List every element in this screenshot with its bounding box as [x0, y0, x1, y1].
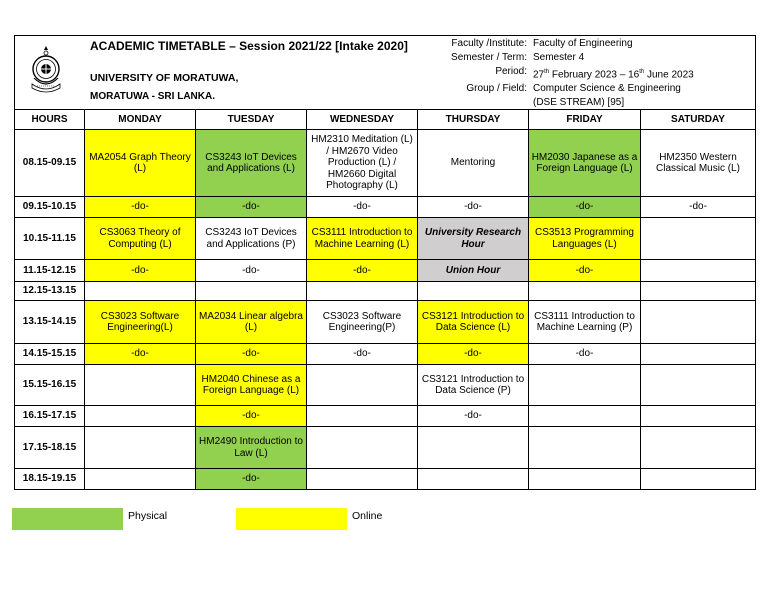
- session-cell-monday: -do-: [85, 260, 196, 282]
- session-cell-friday: [529, 282, 641, 301]
- session-cell-friday: HM2030 Japanese as a Foreign Language (L): [529, 130, 641, 197]
- session-cell-saturday: [641, 218, 756, 260]
- faculty-label: Faculty /Institute:: [451, 38, 527, 49]
- session-cell-thursday: [418, 469, 529, 490]
- session-cell-wednesday: CS3023 Software Engineering(P): [307, 301, 418, 344]
- semester-label: Semester / Term:: [451, 52, 527, 63]
- period-label: Period:: [495, 66, 527, 77]
- hour-slot: 16.15-17.15: [15, 406, 85, 427]
- session-cell-saturday: [641, 365, 756, 406]
- timetable-sheet: [14, 35, 755, 490]
- session-cell-wednesday: HM2310 Meditation (L) / HM2670 Video Production (L) / HM2660 Digital Photography (L): [307, 130, 418, 197]
- table-row: [15, 344, 756, 365]
- session-cell-friday: -do-: [529, 197, 641, 218]
- session-cell-tuesday: CS3243 IoT Devices and Applications (P): [196, 218, 307, 260]
- day-header-thursday: THURSDAY: [418, 110, 529, 130]
- timetable-title: ACADEMIC TIMETABLE – Session 2021/22 [Intake 2020]: [90, 39, 408, 53]
- university-location: MORATUWA - SRI LANKA.: [90, 91, 215, 102]
- hour-slot: 10.15-11.15: [15, 218, 85, 260]
- session-cell-saturday: HM2350 Western Classical Music (L): [641, 130, 756, 197]
- session-cell-friday: CS3111 Introduction to Machine Learning (P): [529, 301, 641, 344]
- session-cell-wednesday: -do-: [307, 344, 418, 365]
- session-cell-tuesday: CS3243 IoT Devices and Applications (L): [196, 130, 307, 197]
- hour-slot: 14.15-15.15: [15, 344, 85, 365]
- table-row: [15, 301, 756, 344]
- session-cell-tuesday: MA2034 Linear algebra (L): [196, 301, 307, 344]
- day-header-saturday: SATURDAY: [641, 110, 756, 130]
- session-cell-tuesday: [196, 282, 307, 301]
- session-cell-thursday: CS3121 Introduction to Data Science (L): [418, 301, 529, 344]
- hour-slot: 15.15-16.15: [15, 365, 85, 406]
- session-cell-tuesday: -do-: [196, 197, 307, 218]
- group-label: Group / Field:: [466, 83, 527, 95]
- session-cell-saturday: [641, 282, 756, 301]
- session-cell-monday: -do-: [85, 344, 196, 365]
- session-cell-wednesday: [307, 282, 418, 301]
- semester-value: Semester 4: [533, 52, 585, 63]
- session-cell-tuesday: -do-: [196, 469, 307, 490]
- session-cell-friday: -do-: [529, 344, 641, 365]
- session-cell-thursday: -do-: [418, 406, 529, 427]
- period-value: 27th February 2023 – 16th June 2023: [533, 69, 694, 81]
- session-cell-saturday: [641, 260, 756, 282]
- session-cell-thursday: CS3121 Introduction to Data Science (P): [418, 365, 529, 406]
- hour-slot: 12.15-13.15: [15, 282, 85, 301]
- session-cell-wednesday: -do-: [307, 260, 418, 282]
- session-cell-friday: [529, 365, 641, 406]
- table-row: [15, 469, 756, 490]
- session-cell-saturday: [641, 344, 756, 365]
- session-cell-thursday: Union Hour: [418, 260, 529, 282]
- group-value: Computer Science & Engineering: [533, 83, 681, 95]
- session-cell-friday: -do-: [529, 260, 641, 282]
- group-stream: (DSE STREAM) [95]: [533, 97, 625, 109]
- session-cell-friday: [529, 469, 641, 490]
- session-cell-monday: CS3023 Software Engineering(L): [85, 301, 196, 344]
- day-header-row: [15, 110, 756, 130]
- session-cell-wednesday: CS3111 Introduction to Machine Learning (L): [307, 218, 418, 260]
- session-cell-wednesday: [307, 427, 418, 469]
- hour-slot: 11.15-12.15: [15, 260, 85, 282]
- session-cell-thursday: [418, 282, 529, 301]
- day-header-wednesday: WEDNESDAY: [307, 110, 418, 130]
- session-cell-tuesday: -do-: [196, 260, 307, 282]
- day-header-friday: FRIDAY: [529, 110, 641, 130]
- hour-slot: 08.15-09.15: [15, 130, 85, 197]
- session-cell-saturday: -do-: [641, 197, 756, 218]
- hour-slot: 09.15-10.15: [15, 197, 85, 218]
- session-cell-monday: -do-: [85, 197, 196, 218]
- session-cell-monday: [85, 365, 196, 406]
- session-cell-saturday: [641, 427, 756, 469]
- legend-physical-label: Physical: [128, 510, 168, 522]
- hour-slot: 17.15-18.15: [15, 427, 85, 469]
- session-cell-wednesday: -do-: [307, 197, 418, 218]
- hours-header: HOURS: [15, 110, 85, 130]
- session-cell-thursday: University Research Hour: [418, 218, 529, 260]
- session-cell-monday: [85, 469, 196, 490]
- session-cell-saturday: [641, 469, 756, 490]
- table-row: [15, 197, 756, 218]
- session-cell-thursday: [418, 427, 529, 469]
- table-row: [15, 427, 756, 469]
- table-row: [15, 406, 756, 427]
- session-cell-friday: CS3513 Programming Languages (L): [529, 218, 641, 260]
- table-row: [15, 365, 756, 406]
- session-cell-saturday: [641, 406, 756, 427]
- session-cell-wednesday: [307, 469, 418, 490]
- session-cell-tuesday: -do-: [196, 406, 307, 427]
- session-cell-tuesday: HM2490 Introduction to Law (L): [196, 427, 307, 469]
- session-cell-thursday: Mentoring: [418, 130, 529, 197]
- session-cell-friday: [529, 427, 641, 469]
- session-cell-friday: [529, 406, 641, 427]
- table-row: [15, 260, 756, 282]
- session-cell-monday: [85, 427, 196, 469]
- day-header-monday: MONDAY: [85, 110, 196, 130]
- session-cell-tuesday: -do-: [196, 344, 307, 365]
- session-cell-tuesday: HM2040 Chinese as a Foreign Language (L): [196, 365, 307, 406]
- session-cell-monday: [85, 282, 196, 301]
- table-row: [15, 218, 756, 260]
- session-cell-monday: CS3063 Theory of Computing (L): [85, 218, 196, 260]
- session-cell-thursday: -do-: [418, 197, 529, 218]
- university-crest-icon: [29, 44, 63, 96]
- legend-physical-swatch: [12, 508, 123, 530]
- timetable-meta: [395, 37, 694, 110]
- timetable: [14, 35, 756, 490]
- session-cell-thursday: -do-: [418, 344, 529, 365]
- table-row: [15, 130, 756, 197]
- faculty-value: Faculty of Engineering: [533, 38, 633, 49]
- day-header-tuesday: TUESDAY: [196, 110, 307, 130]
- legend: [12, 508, 768, 532]
- session-cell-wednesday: [307, 365, 418, 406]
- hour-slot: 18.15-19.15: [15, 469, 85, 490]
- session-cell-wednesday: [307, 406, 418, 427]
- timetable-header: [15, 36, 756, 110]
- session-cell-monday: [85, 406, 196, 427]
- session-cell-saturday: [641, 301, 756, 344]
- legend-online-label: Online: [352, 510, 383, 522]
- hour-slot: 13.15-14.15: [15, 301, 85, 344]
- legend-online-swatch: [236, 508, 347, 530]
- university-name: UNIVERSITY OF MORATUWA,: [90, 72, 239, 84]
- table-row: [15, 282, 756, 301]
- session-cell-monday: MA2054 Graph Theory (L): [85, 130, 196, 197]
